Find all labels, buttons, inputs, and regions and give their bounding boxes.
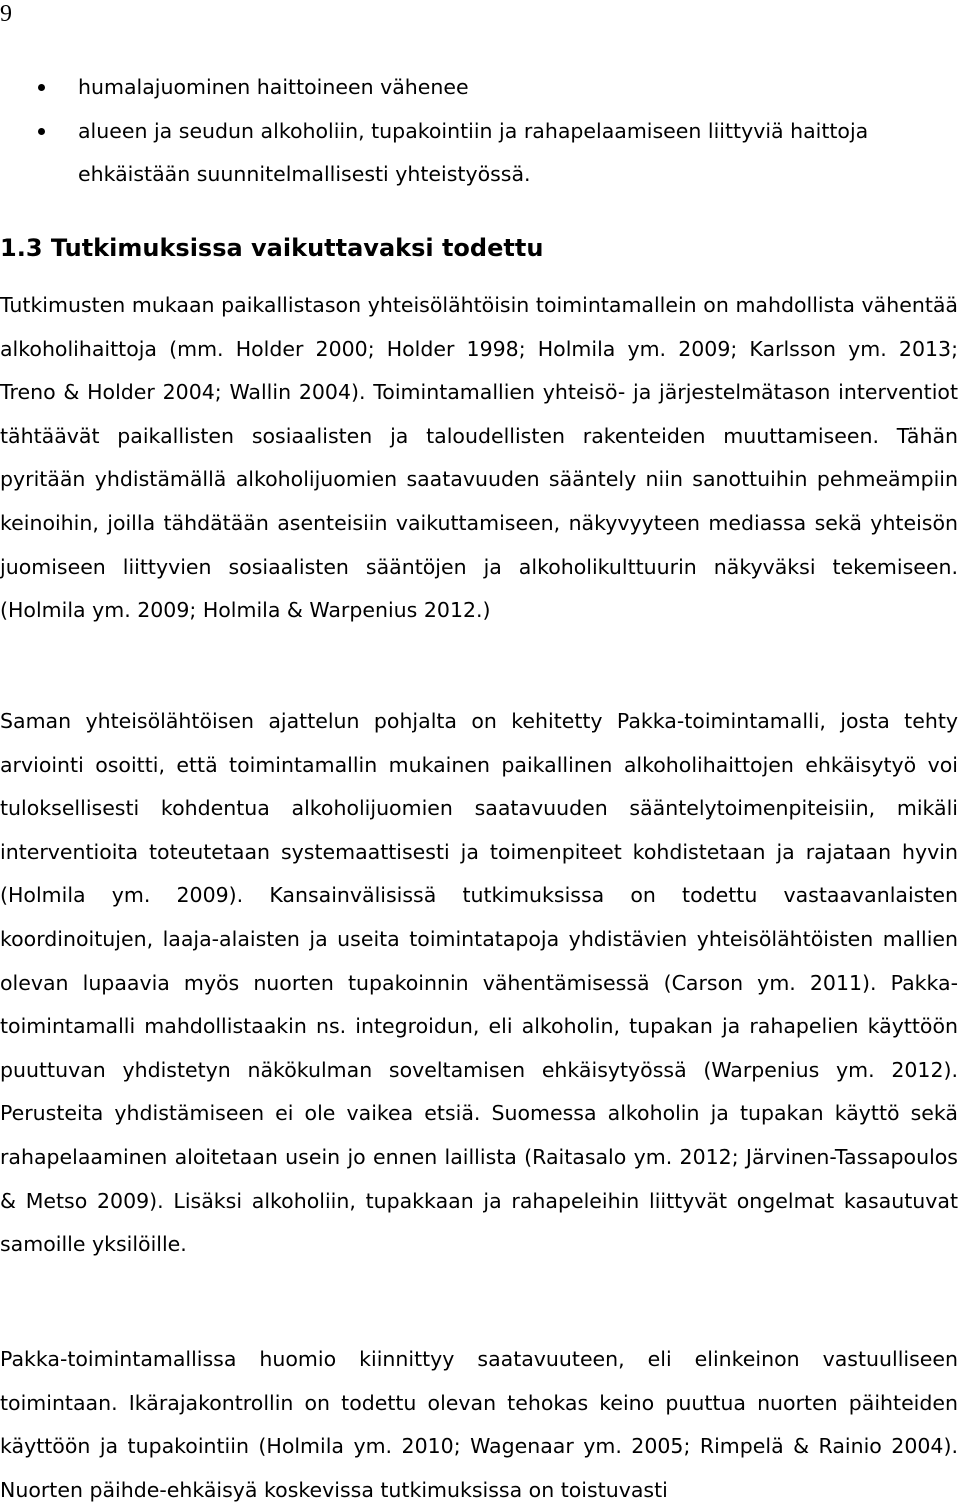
bullet-dot-icon: [38, 84, 45, 91]
bullet-item: [0, 110, 958, 197]
bullet-text: alueen ja seudun alkoholiin, tupakointiin ja rahapelaamiseen liittyviä haittoja ehkäistään suunnitelmallisesti yhteistyössä.: [78, 118, 869, 186]
bullet-text: humalajuominen haittoineen vähenee: [78, 75, 469, 99]
page-number: 9: [0, 1, 12, 27]
bullet-list: [0, 66, 958, 197]
bullet-item: [0, 66, 958, 110]
bullet-dot-icon: [38, 128, 45, 135]
body-paragraph: Tutkimusten mukaan paikallistason yhteisölähtöisin toimintamallein on mahdollista vähentää alkoholihaittoja (mm. Holder 2000; Holder 1998; Holmila ym. 2009; Karlsson ym. 2013; Treno & Holder 2004; Wallin 2004). Toimintamallien yhteisö- ja järjestelmätason interventiot tähtäävät paikallisten sosiaalisten ja taloudellisten rakenteiden muuttamiseen. Tähän pyritään yhdistämällä alkoholijuomien saatavuuden sääntely niin sanottuihin pehmeämpiin keinoihin, joilla tähdätään asenteisiin vaikuttamiseen, näkyvyyteen mediassa sekä yhteisön juomiseen liittyvien sosiaalisten sääntöjen ja alkoholikulttuurin näkyväksi tekemiseen. (Holmila ym. 2009; Holmila & Warpenius 2012.): [0, 293, 958, 623]
section-heading: 1.3 Tutkimuksissa vaikuttavaksi todettu: [0, 234, 544, 262]
body-paragraph: Pakka-toimintamallissa huomio kiinnittyy saatavuuteen, eli elinkeinon vastuulliseen toimintaan. Ikärajakontrollin on todettu olevan tehokas keino puuttua nuorten päihteiden käyttöön ja tupakointiin (Holmila ym. 2010; Wagenaar ym. 2005; Rimpelä & Rainio 2004). Nuorten päihde-ehkäisyä koskevissa tutkimuksissa on toistuvasti: [0, 1347, 958, 1502]
body-paragraph: Saman yhteisölähtöisen ajattelun pohjalta on kehitetty Pakka-toimintamalli, josta tehty arviointi osoitti, että toimintamallin mukainen paikallinen alkoholihaittojen ehkäisytyö voi tuloksellisesti kohdentua alkoholijuomien saatavuuden sääntelytoimenpiteisiin, mikäli interventioita toteutetaan systemaattisesti ja toimenpiteet kohdistetaan ja rajataan hyvin (Holmila ym. 2009). Kansainvälisissä tutkimuksissa on todettu vastaavanlaisten koordinoitujen, laaja-alaisten ja useita toimintatapoja yhdistävien yhteisölähtöisten mallien olevan lupaavia myös nuorten tupakoinnin vähentämisessä (Carson ym. 2011). Pakka-toimintamalli mahdollistaakin ns. integroidun, eli alkoholin, tupakan ja rahapelien käyttöön puuttuvan yhdistetyn näkökulman soveltamisen ehkäisytyössä (Warpenius ym. 2012). Perusteita yhdistämiseen ei ole vaikea etsiä. Suomessa alkoholin ja tupakan käyttö sekä rahapelaaminen aloitetaan usein jo ennen laillista (Raitasalo ym. 2012; Järvinen-Tassapoulos & Metso 2009). Lisäksi alkoholiin, tupakkaan ja rahapeleihin liittyvät ongelmat kasautuvat samoille yksilöille.: [0, 709, 958, 1257]
